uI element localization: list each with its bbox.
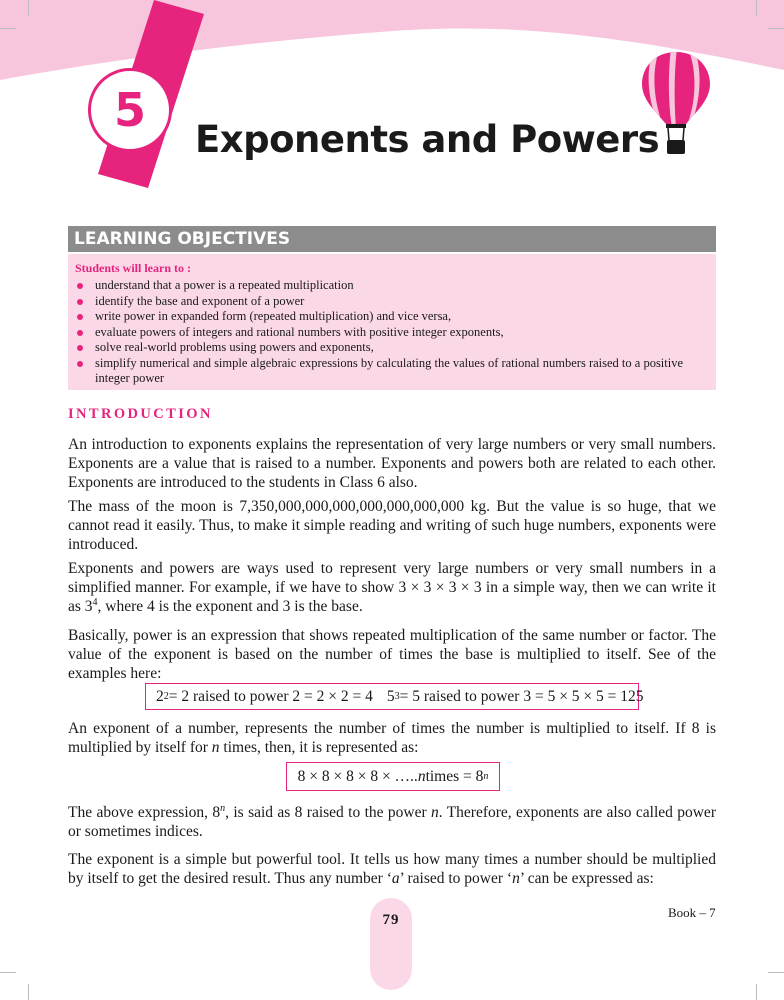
- crop-mark: [0, 28, 16, 29]
- book-label: Book – 7: [668, 905, 716, 920]
- p3-text-b: , where 4 is the exponent and 3 is the base.: [97, 598, 363, 615]
- p7-variable-a: a: [391, 870, 400, 887]
- formula-exponent: n: [483, 770, 489, 782]
- p3-text-a: Exponents and powers are ways used to represent very large numbers or very small numbers in a simplified manner. For example, if we have to show 3 × 3 × 3 × 3 in a simple way, then we can write it as 3: [68, 560, 716, 615]
- example-1-text: = 2 raised to power 2 = 2 × 2 = 4: [168, 687, 373, 705]
- crop-mark: [756, 984, 757, 1000]
- crop-mark: [768, 972, 784, 973]
- p6-variable: n: [431, 804, 439, 821]
- example-1-base: 2: [156, 687, 164, 705]
- formula-box: [286, 762, 500, 791]
- crop-mark: [756, 0, 757, 16]
- intro-paragraph-3: [68, 559, 716, 616]
- crop-mark: [28, 984, 29, 1000]
- crop-mark: [0, 972, 16, 973]
- objective-item: write power in expanded form (repeated multiplication) and vice versa,: [74, 309, 710, 325]
- p5-text-a: An exponent of a number, represents the number of times the number is multiplied to itself. If 8 is multiplied by itself for: [68, 720, 716, 756]
- objective-item: identify the base and exponent of a power: [74, 294, 710, 310]
- intro-paragraph-6: [68, 803, 716, 841]
- example-2-base: 5: [386, 687, 395, 705]
- p5-variable: n: [211, 739, 220, 756]
- learning-objectives-list: [74, 278, 710, 387]
- introduction-heading: INTRODUCTION: [68, 406, 213, 422]
- examples-box: [145, 683, 644, 710]
- intro-paragraph-7: [68, 850, 716, 888]
- chapter-number: 5: [113, 83, 146, 137]
- objective-item: solve real-world problems using powers and exponents,: [74, 340, 710, 356]
- objective-item: evaluate powers of integers and rational numbers with positive integer exponents,: [74, 325, 710, 341]
- p6-text-b: , is said as 8 raised to the power: [225, 804, 431, 821]
- objective-item: understand that a power is a repeated multiplication: [74, 278, 710, 294]
- formula-lhs: 8 × 8 × 8 × 8 × …..: [297, 767, 418, 785]
- learning-objectives-intro: Students will learn to :: [75, 261, 192, 275]
- p6-text-c: . Therefore, exponents are also called power or sometimes indices.: [68, 804, 716, 840]
- page-number: 79: [382, 912, 400, 928]
- p6-text-a: The above expression, 8: [68, 804, 221, 821]
- crop-mark: [28, 0, 29, 16]
- intro-paragraph-1: An introduction to exponents explains the representation of very large numbers or very small numbers. Exponents are a value that is raised to a number. Exponents and powers both are related to each other. Exponents are introduced to the students in Class 6 also.: [68, 436, 716, 491]
- example-2-text: = 5 raised to power 3 = 5 × 5 × 5 = 125: [399, 687, 644, 705]
- intro-paragraph-4: Basically, power is an expression that shows repeated multiplication of the same number or factor. The value of the exponent is based on the number of times the base is multiplied to itself. See of the examples here:: [68, 627, 716, 682]
- formula-variable: n: [417, 767, 426, 785]
- hot-air-balloon-icon: [640, 48, 712, 158]
- p7-text-a: The exponent is a simple but powerful tool. It tells us how many times a number should be multiplied by itself to get the desired result. Thus any number ‘: [68, 851, 716, 887]
- p7-text-c: ’ can be expressed as:: [519, 870, 654, 887]
- example-1: 2 2 = 2 raised to power 2 = 2 × 2 = 4: [156, 687, 373, 705]
- crop-mark: [768, 28, 784, 29]
- chapter-title: Exponents and Powers: [195, 118, 660, 161]
- p7-variable-n: n: [512, 870, 520, 887]
- p6-exponent: n: [220, 802, 226, 814]
- p3-exponent: 4: [92, 596, 98, 608]
- p5-text-b: times, then, it is represented as:: [219, 739, 419, 756]
- learning-objectives-header: LEARNING OBJECTIVES: [68, 226, 716, 252]
- intro-paragraph-2: The mass of the moon is 7,350,000,000,000,000,000,000,000 kg. But the value is so huge, that we cannot read it easily. Thus, to make it simple reading and writing of such huge numbers, exponents were introduced.: [68, 498, 716, 553]
- chapter-number-badge: [88, 68, 172, 152]
- intro-paragraph-5: [68, 719, 716, 757]
- p7-text-b: ’ raised to power ‘: [399, 870, 513, 887]
- formula-mid: times = 8: [425, 767, 484, 785]
- learning-objectives-box: [68, 254, 716, 390]
- objective-item: simplify numerical and simple algebraic expressions by calculating the values of rational numbers raised to a positive integer power: [74, 356, 710, 387]
- example-2: 5 3 = 5 raised to power 3 = 5 × 5 × 5 = 125: [386, 687, 644, 705]
